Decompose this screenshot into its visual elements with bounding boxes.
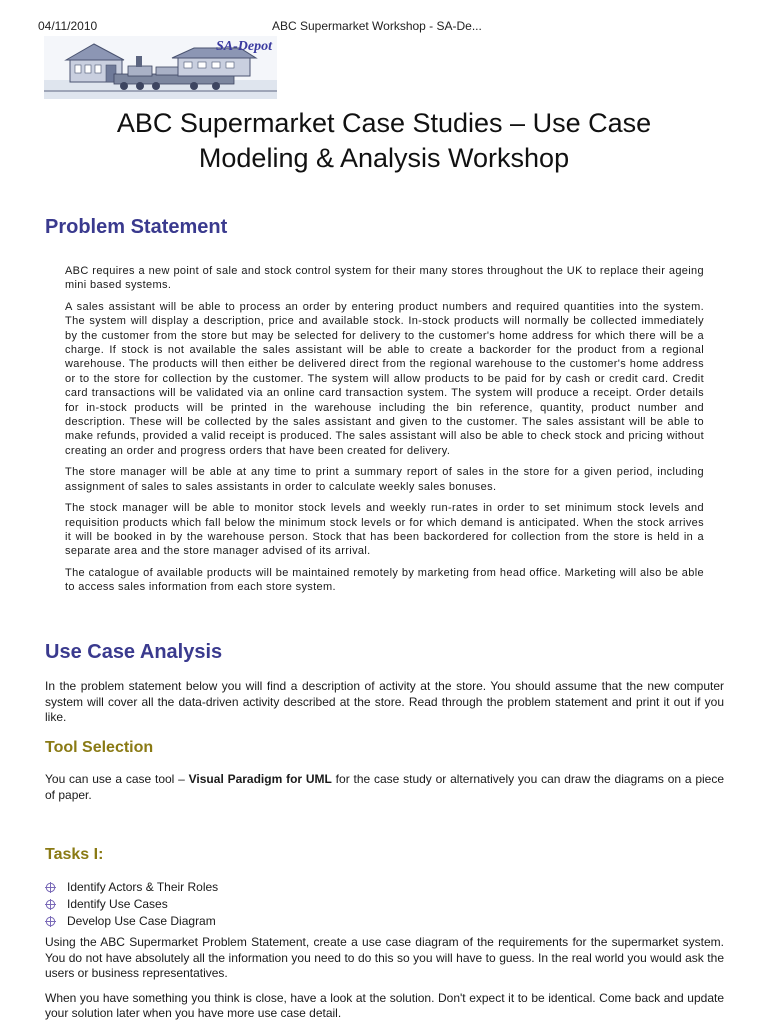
- tasks-body: [45, 935, 724, 1022]
- print-date: 04/11/2010: [38, 19, 98, 33]
- print-title: ABC Supermarket Workshop - SA-De...: [272, 19, 482, 33]
- task-label: Develop Use Case Diagram: [67, 914, 216, 928]
- use-case-analysis-text: In the problem statement below you will find a description of activity at the store. You should assume that the new computer system will cover all the data-driven activity described at the store. Read through the problem statement and print it out if you like.: [45, 679, 724, 724]
- document-title-line-1: ABC Supermarket Case Studies – Use Case: [116, 108, 652, 138]
- document-title: [0, 106, 768, 176]
- list-item: [45, 896, 218, 913]
- tool-selection-text-before: You can use a case tool –: [45, 772, 189, 786]
- crosshair-bullet-icon: [45, 916, 56, 927]
- problem-paragraph: The stock manager will be able to monitor stock levels and weekly run-rates in order to set minimum stock levels and requisition products which fall below the minimum stock levels or for which demand is anticipated. When the stock arrives it will be booked in by the warehouse person. Stock that has been backordered for collection from the store is held in a separate area and the store manager advised of its arrival.: [65, 502, 704, 558]
- use-case-analysis-body: [45, 679, 724, 726]
- tasks-paragraph: When you have something you think is close, have a look at the solution. Don't expect it to be identical. Come back and update your solution later when you have more use case detail.: [45, 990, 724, 1020]
- tool-selection-text: [45, 772, 724, 803]
- tasks-heading: Tasks I:: [45, 846, 104, 863]
- tasks-paragraph: Using the ABC Supermarket Problem Statement, create a use case diagram of the requirements for the supermarket system. You do not have absolutely all the information you need to do this so you will have to guess. In the real world you would ask the users or business representatives.: [45, 935, 724, 980]
- problem-statement-heading: Problem Statement: [45, 216, 228, 238]
- tool-name: Visual Paradigm for UML: [188, 772, 332, 786]
- task-label: Identify Actors & Their Roles: [67, 880, 219, 894]
- crosshair-bullet-icon: [45, 899, 56, 910]
- list-item: [45, 913, 218, 930]
- tool-selection-heading: Tool Selection: [45, 739, 154, 756]
- task-list: [45, 879, 218, 930]
- problem-paragraph: The catalogue of available products will be maintained remotely by marketing from head office. Marketing will also be able to access sales information from each store system.: [65, 566, 704, 594]
- document-title-line-2: Modeling & Analysis Workshop: [198, 143, 570, 173]
- problem-paragraph: A sales assistant will be able to process an order by entering product numbers and required quantities into the system. The system will display a description, price and available stock. In-stock products will normally be collected immediately by the customer from the store but may be selected for delivery to the customer's home address for which there will be a charge. If stock is not available the sales assistant will be able to create a backorder for the product from a regional warehouse. The products will then either be delivered direct from the regional warehouse to the customer's home address or to the store for collection by the customer. The system will allow products to be paid for by cash or credit card. Credit card transactions will be validated via an online card transaction system. The system will produce a receipt. Order details for in-stock products will be printed in the warehouse including the bin reference, quantity, product number and description. These will be collected by the sales assistant and given to the customer. The sales assistant will be able to make refunds, provided a valid receipt is produced. The sales assistant will also be able to check stock and pricing without creating an order and progress orders that have been created for delivery.: [65, 300, 704, 457]
- crosshair-bullet-icon: [45, 882, 56, 893]
- problem-statement-body: [65, 264, 704, 602]
- task-label: Identify Use Cases: [67, 897, 168, 911]
- logo-text: SA-Depot: [216, 39, 272, 54]
- list-item: [45, 879, 218, 896]
- tool-selection-body: [45, 772, 724, 803]
- problem-paragraph: The store manager will be able at any time to print a summary report of sales in the store for a given period, including assignment of sales to sales assistants in order to calculate weekly sales bonuses.: [65, 466, 704, 493]
- use-case-analysis-heading: Use Case Analysis: [45, 641, 223, 663]
- problem-paragraph: ABC requires a new point of sale and stock control system for their many stores throughout the UK to replace their ageing mini based systems.: [65, 265, 704, 292]
- tool-selection-text-after: for the case study or alternatively you can draw the diagrams on a piece of paper.: [45, 772, 725, 802]
